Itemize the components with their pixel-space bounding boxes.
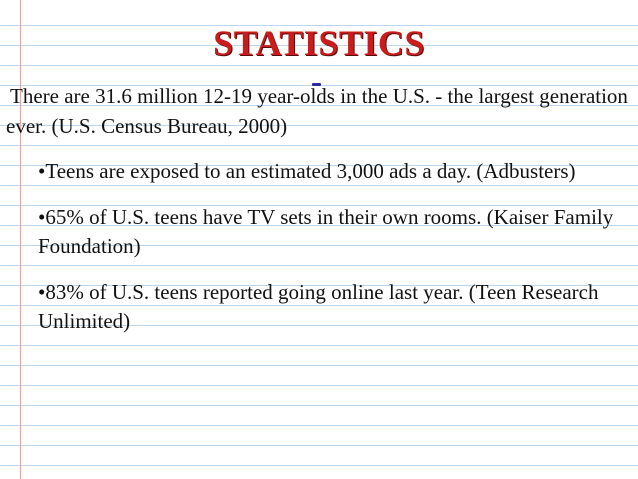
bullet-tv: •65% of U.S. teens have TV sets in their own rooms. (Kaiser Family Foundation): [38, 205, 614, 258]
bullet-list: [38, 157, 628, 353]
intro-paragraph: There are 31.6 million 12-19 year-olds in the U.S. - the largest generation ever. (U.S. Census Bureau, 2000): [6, 84, 628, 138]
bullet-ads: •Teens are exposed to an estimated 3,000 ads a day. (Adbusters): [38, 159, 576, 183]
bullet-online: •83% of U.S. teens reported going online last year. (Teen Research Unlimited): [38, 280, 599, 333]
notebook-margin-line: [20, 0, 21, 479]
slide-title: STATISTICS: [213, 23, 425, 63]
